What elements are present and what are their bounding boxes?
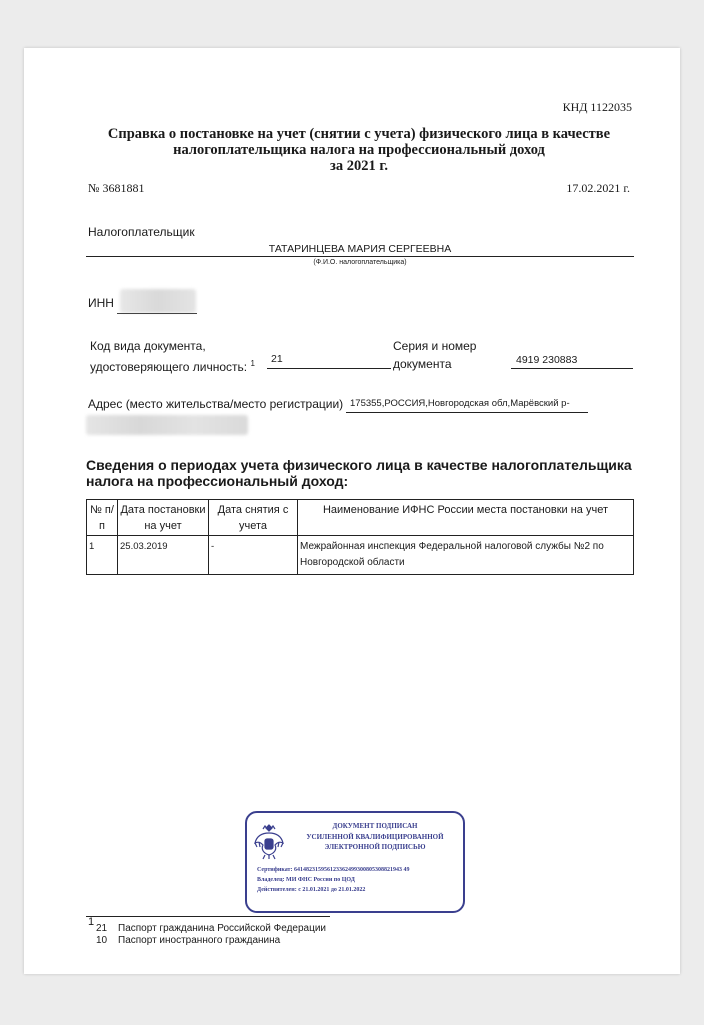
title-line: за 2021 г. — [330, 158, 388, 174]
header-reg-date: Дата постановки на учет — [118, 500, 209, 536]
doc-kind-label-text: удостоверяющего личность: — [90, 360, 248, 374]
title-line: Справка о постановке на учет (снятии с учета) физического лица в качестве — [107, 126, 611, 142]
table-row — [87, 536, 634, 575]
header-ifns: Наименование ИФНС России места постановки на учет — [298, 500, 634, 536]
form-code: КНД 1122035 — [562, 100, 632, 114]
header-dereg-date: Дата снятия с учета — [209, 500, 298, 536]
section-title-line: Сведения о периодах учета физического лица в качестве налогоплательщика — [86, 457, 632, 473]
document-date: 17.02.2021 г. — [566, 181, 630, 195]
footnote-item — [96, 935, 280, 946]
stamp-heading — [291, 821, 459, 853]
coat-of-arms-icon — [253, 821, 285, 861]
taxpayer-label: Налогоплательщик — [88, 225, 195, 239]
table-header-row — [87, 500, 634, 536]
cell-number: 1 — [87, 536, 118, 575]
footnote-text: Паспорт иностранного гражданина — [118, 935, 281, 946]
series-label — [393, 337, 476, 373]
cell-reg-date: 25.03.2019 — [118, 536, 209, 575]
stamp-validity: Действителен: с 21.01.2021 до 21.01.2022 — [257, 887, 366, 893]
footnote-code: 21 — [96, 923, 108, 934]
cell-ifns: Межрайонная инспекция Федеральной налоговой службы №2 по Новгородской области — [298, 536, 634, 575]
taxpayer-name-underline — [86, 256, 634, 257]
doc-kind-label-line — [90, 355, 255, 376]
periods-table — [86, 499, 634, 575]
footnote-text: Паспорт гражданина Российской Федерации — [118, 923, 326, 934]
stamp-certificate: Сертификат: 641482315956123362499300805308821943 49 — [257, 867, 410, 873]
stamp-heading-line: ЭЛЕКТРОННОЙ ПОДПИСЬЮ — [324, 843, 426, 851]
footnote-mark: 1 — [250, 359, 255, 368]
inn-redacted-value — [120, 289, 196, 313]
doc-kind-value: 21 — [271, 353, 283, 365]
address-redacted-continuation — [86, 415, 248, 435]
taxpayer-name-caption: (Ф.И.О. налогоплательщика) — [313, 259, 407, 266]
address-label: Адрес (место жительства/место регистрации) — [88, 397, 344, 411]
stamp-heading-line: УСИЛЕННОЙ КВАЛИФИЦИРОВАННОЙ — [306, 832, 444, 841]
address-value: 175355,РОССИЯ,Новгородская обл,Марёвский р- — [350, 398, 570, 409]
series-label-line: Серия и номер — [393, 339, 477, 353]
electronic-signature-stamp — [245, 811, 465, 913]
series-underline — [511, 368, 633, 369]
address-underline — [346, 412, 588, 413]
series-value: 4919 230883 — [516, 354, 578, 366]
footnote-item — [96, 923, 326, 934]
stamp-details — [257, 865, 457, 895]
header-number: № п/п — [87, 500, 118, 536]
footnote-code: 10 — [96, 935, 108, 946]
inn-underline — [117, 313, 197, 314]
doc-kind-underline — [267, 368, 391, 369]
footnote-mark: 1 — [88, 916, 95, 928]
periods-section-title — [86, 457, 646, 489]
footnote-divider — [86, 916, 330, 917]
series-label-line: документа — [393, 357, 452, 371]
document-page — [24, 48, 680, 974]
stamp-owner: Владелец: МИ ФНС России по ЦОД — [257, 877, 355, 883]
cell-dereg-date: - — [209, 536, 298, 575]
section-title-line: налога на профессиональный доход: — [86, 473, 349, 489]
inn-label: ИНН — [88, 296, 114, 310]
stamp-heading-line: ДОКУМЕНТ ПОДПИСАН — [332, 822, 418, 830]
title-line: налогоплательщика налога на профессиональный доход — [173, 142, 545, 158]
document-title — [64, 126, 654, 174]
taxpayer-name: ТАТАРИНЦЕВА МАРИЯ СЕРГЕЕВНА — [268, 243, 452, 255]
doc-kind-label — [90, 337, 255, 376]
document-number: № 3681881 — [88, 181, 145, 195]
doc-kind-label-line: Код вида документа, — [90, 339, 206, 353]
